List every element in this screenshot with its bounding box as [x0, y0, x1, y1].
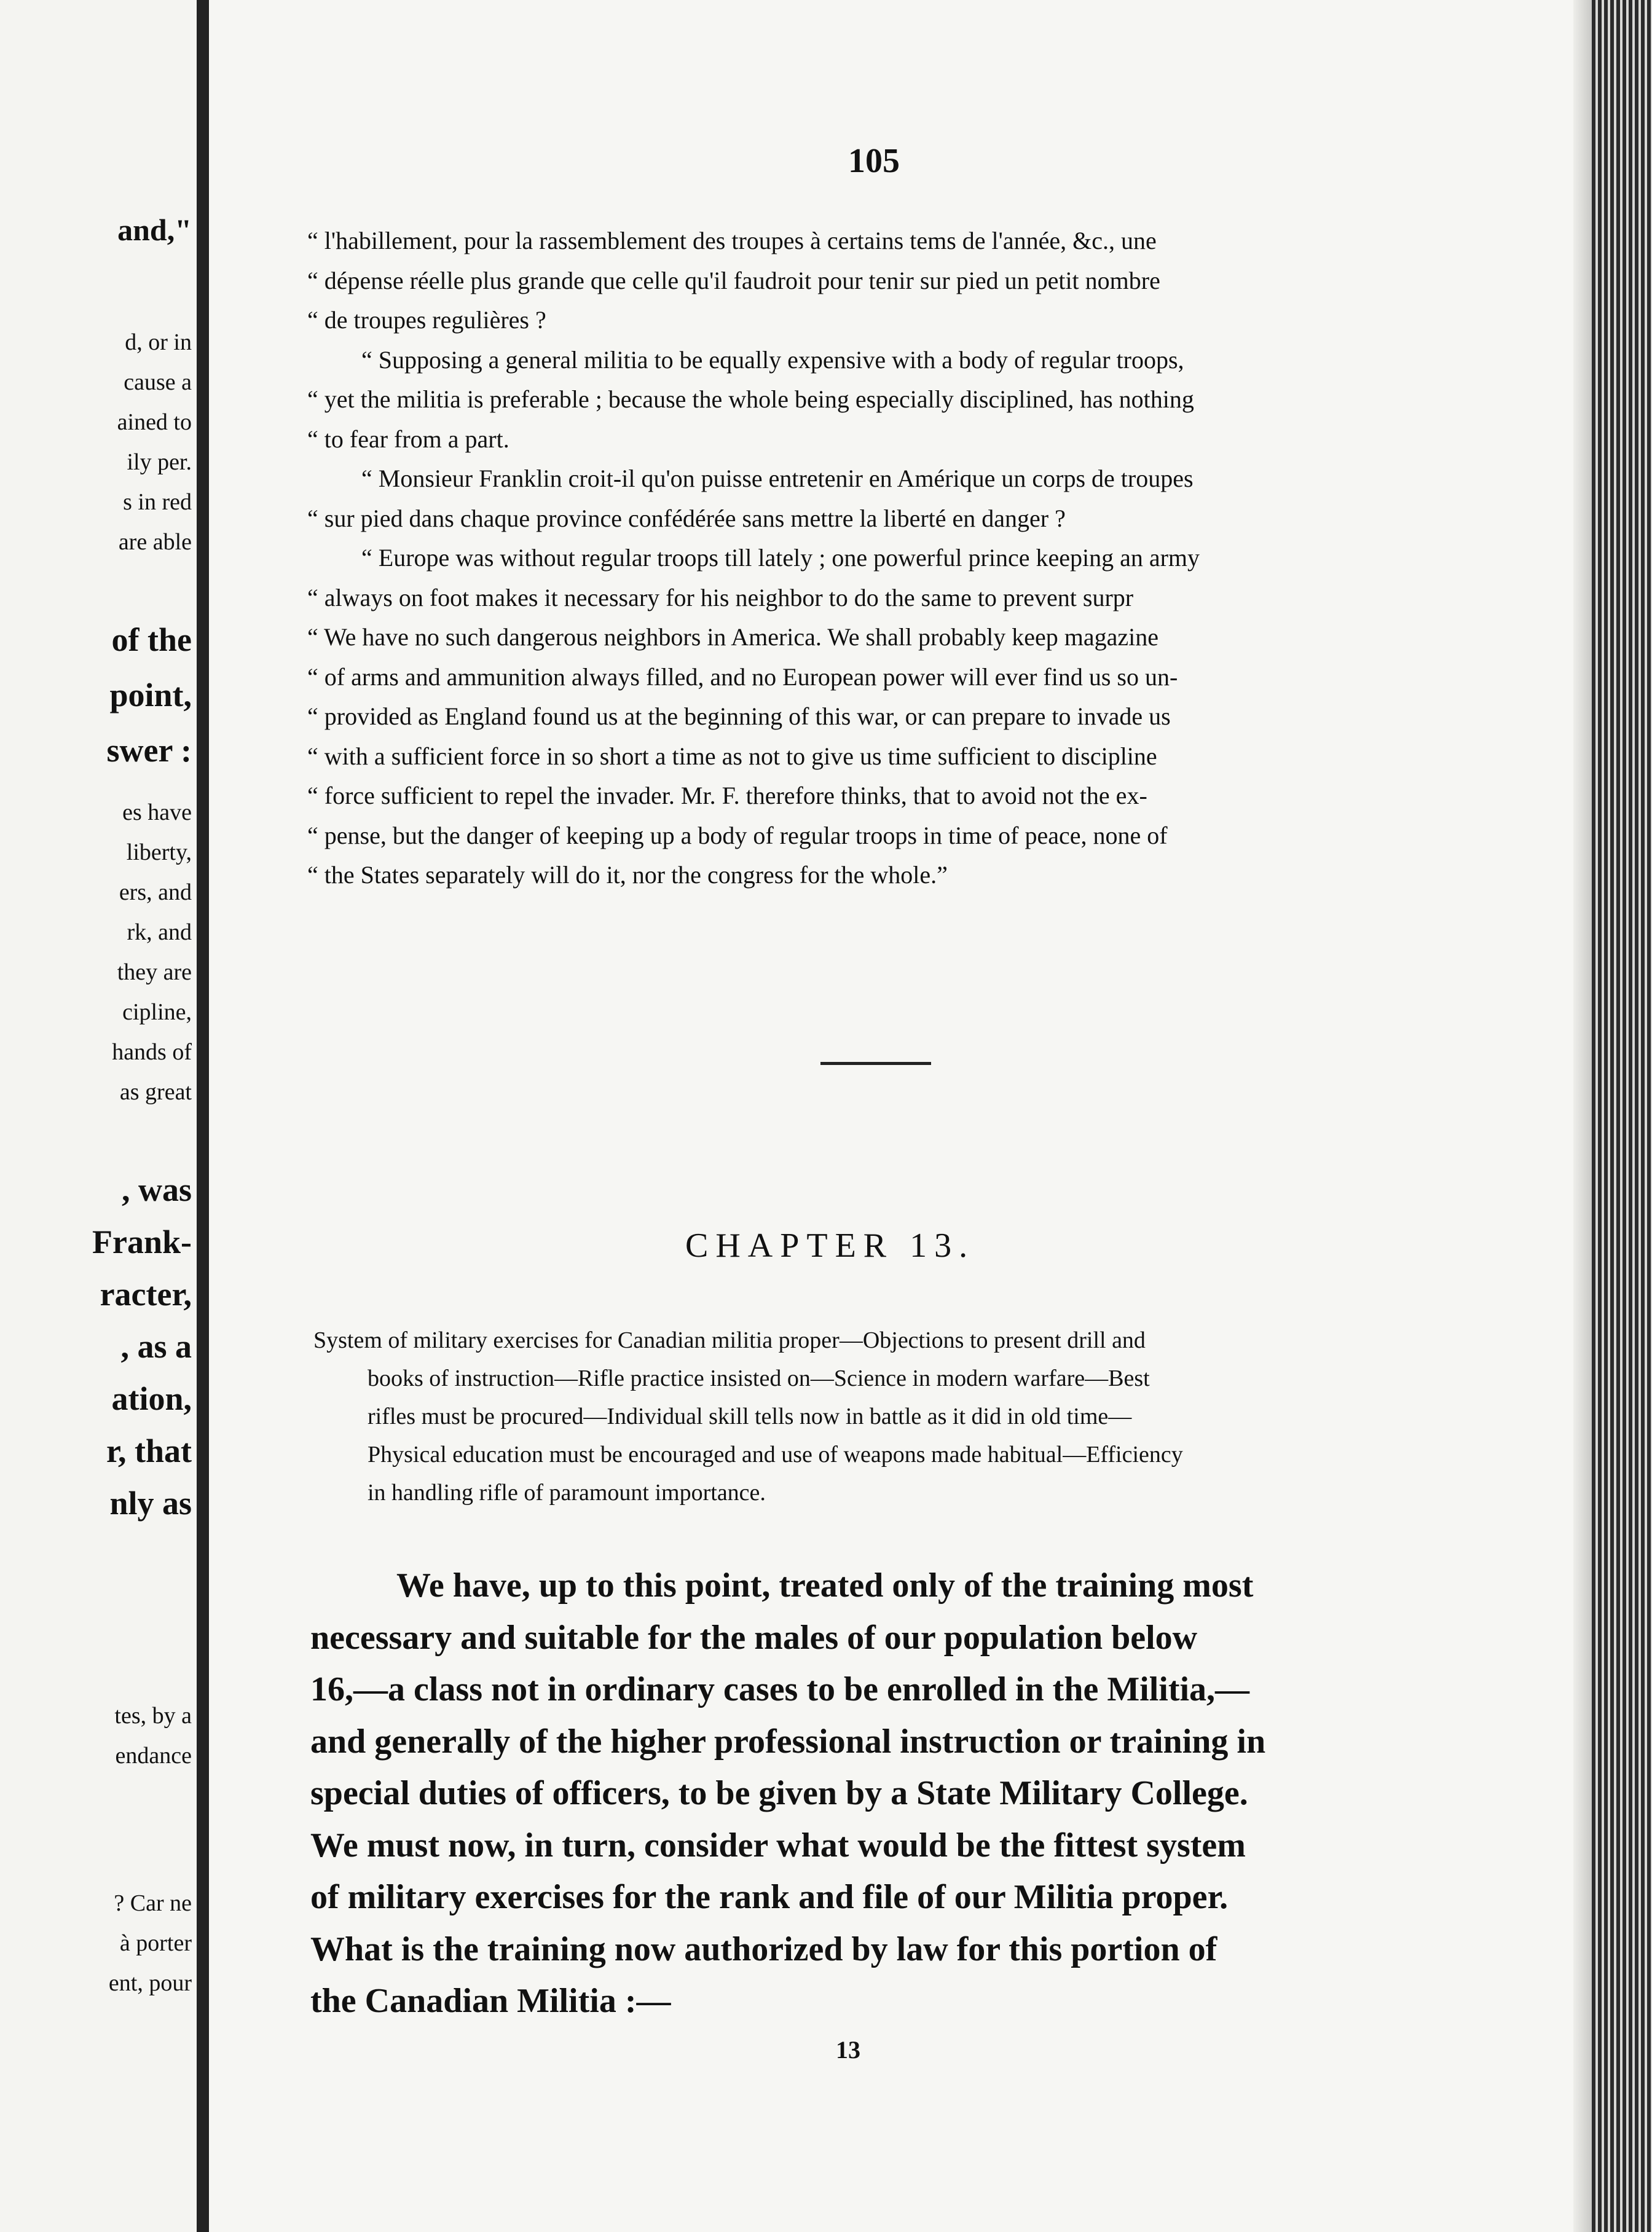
left-line: swer : — [106, 732, 192, 769]
left-line: they are — [117, 959, 192, 985]
left-line: of the — [111, 621, 192, 658]
left-line: cipline, — [122, 999, 192, 1025]
quote-line: “ force sufficient to repel the invader. Mr. F. therefore thinks, that to avoid not the ex- — [307, 782, 1147, 809]
section-divider — [820, 1062, 931, 1065]
body-line: We must now, in turn, consider what would be the fittest system — [310, 1826, 1246, 1865]
left-line: ? Car ne — [114, 1890, 192, 1916]
left-line: are able — [118, 529, 192, 555]
page-number: 105 — [848, 142, 900, 180]
left-line: s in red — [123, 489, 192, 515]
left-line: à porter — [119, 1930, 192, 1956]
body-line: necessary and suitable for the males of our population below — [310, 1618, 1198, 1657]
quote-line: “ the States separately will do it, nor the congress for the whole.” — [307, 861, 948, 889]
quote-line: “ of arms and ammunition always filled, and no European power will ever find us so un- — [307, 662, 1178, 691]
left-line: ation, — [111, 1380, 192, 1417]
left-line: hands of — [112, 1039, 192, 1065]
left-line: cause a — [124, 369, 192, 395]
left-line: and," — [117, 213, 192, 247]
left-line: tes, by a — [114, 1703, 192, 1729]
body-line: 16,—a class not in ordinary cases to be enrolled in the Militia,— — [310, 1670, 1250, 1708]
quote-line: “ to fear from a part. — [307, 425, 509, 453]
quote-line: “ Supposing a general militia to be equally expensive with a body of regular troops, — [361, 345, 1184, 374]
body-line: the Canadian Militia :— — [310, 1982, 671, 2020]
quoted-passage — [307, 221, 1444, 895]
quote-line: “ We have no such dangerous neighbors in America. We shall probably keep magazine — [307, 623, 1158, 651]
left-line: ained to — [117, 409, 192, 435]
summary-line: Physical education must be encouraged and use of weapons made habitual—Efficiency — [368, 1442, 1183, 1468]
left-line: racter, — [100, 1276, 192, 1313]
left-line: , as a — [120, 1328, 192, 1365]
page-edge-shadow — [1573, 0, 1592, 2232]
left-line: , was — [121, 1171, 192, 1208]
left-line: d, or in — [125, 329, 192, 355]
summary-line: in handling rifle of paramount importance. — [368, 1480, 766, 1506]
body-line: What is the training now authorized by law for this portion of — [310, 1930, 1217, 1968]
summary-line: rifles must be procured—Individual skill tells now in battle as it did in old time— — [368, 1404, 1132, 1429]
body-line: special duties of officers, to be given by a State Military College. — [310, 1774, 1248, 1812]
chapter-title: CHAPTER 13. — [685, 1227, 975, 1265]
left-line: es have — [122, 800, 192, 825]
quote-line: “ pense, but the danger of keeping up a body of regular troops in time of peace, none of — [307, 821, 1168, 849]
summary-line: books of instruction—Rifle practice insisted on—Science in modern warfare—Best — [368, 1366, 1150, 1391]
left-line: Frank- — [92, 1224, 192, 1260]
quote-line: “ yet the militia is preferable ; because the whole being especially disciplined, has nothing — [307, 385, 1194, 413]
signature-mark: 13 — [836, 2036, 860, 2064]
left-line: nly as — [109, 1485, 192, 1522]
body-paragraph — [310, 1560, 1447, 2027]
left-line: ent, pour — [108, 1970, 192, 1996]
chapter-summary — [313, 1321, 1444, 1512]
body-line: We have, up to this point, treated only of the training most — [396, 1566, 1254, 1605]
left-line: point, — [109, 677, 192, 713]
quote-line: “ l'habillement, pour la rassemblement des troupes à certains tems de l'année, &c., une — [307, 227, 1157, 254]
quote-line: “ with a sufficient force in so short a time as not to give us time sufficient to discipline — [307, 742, 1157, 770]
book-gutter — [197, 0, 209, 2232]
previous-page-fragment — [0, 0, 197, 2232]
quote-line: “ de troupes regulières ? — [307, 306, 546, 334]
quote-line: “ sur pied dans chaque province confédérée sans mettre la liberté en danger ? — [307, 504, 1066, 532]
quote-line: “ Europe was without regular troops till lately ; one powerful prince keeping an army — [361, 544, 1200, 572]
left-line: r, that — [106, 1432, 192, 1469]
left-line: rk, and — [127, 919, 192, 945]
quote-line: “ always on foot makes it necessary for his neighbor to do the same to prevent surpr — [307, 583, 1134, 611]
body-line: of military exercises for the rank and file of our Militia proper. — [310, 1878, 1229, 1916]
quote-line: “ Monsieur Franklin croit-il qu'on puisse entretenir en Amérique un corps de troupes — [361, 465, 1194, 492]
body-line: and generally of the higher professional instruction or training in — [310, 1722, 1266, 1761]
quote-line: “ dépense réelle plus grande que celle qu'il faudroit pour tenir sur pied un petit nombre — [307, 266, 1160, 294]
summary-line: System of military exercises for Canadian militia proper—Objections to present drill and — [313, 1327, 1146, 1353]
left-line: ily per. — [127, 449, 192, 475]
left-line: as great — [119, 1079, 192, 1105]
quote-line: “ provided as England found us at the beginning of this war, or can prepare to invade us — [307, 702, 1171, 730]
left-line: endance — [115, 1743, 192, 1769]
left-line: ers, and — [119, 879, 192, 905]
left-line: liberty, — [126, 839, 192, 865]
page-stack-edge — [1592, 0, 1652, 2232]
